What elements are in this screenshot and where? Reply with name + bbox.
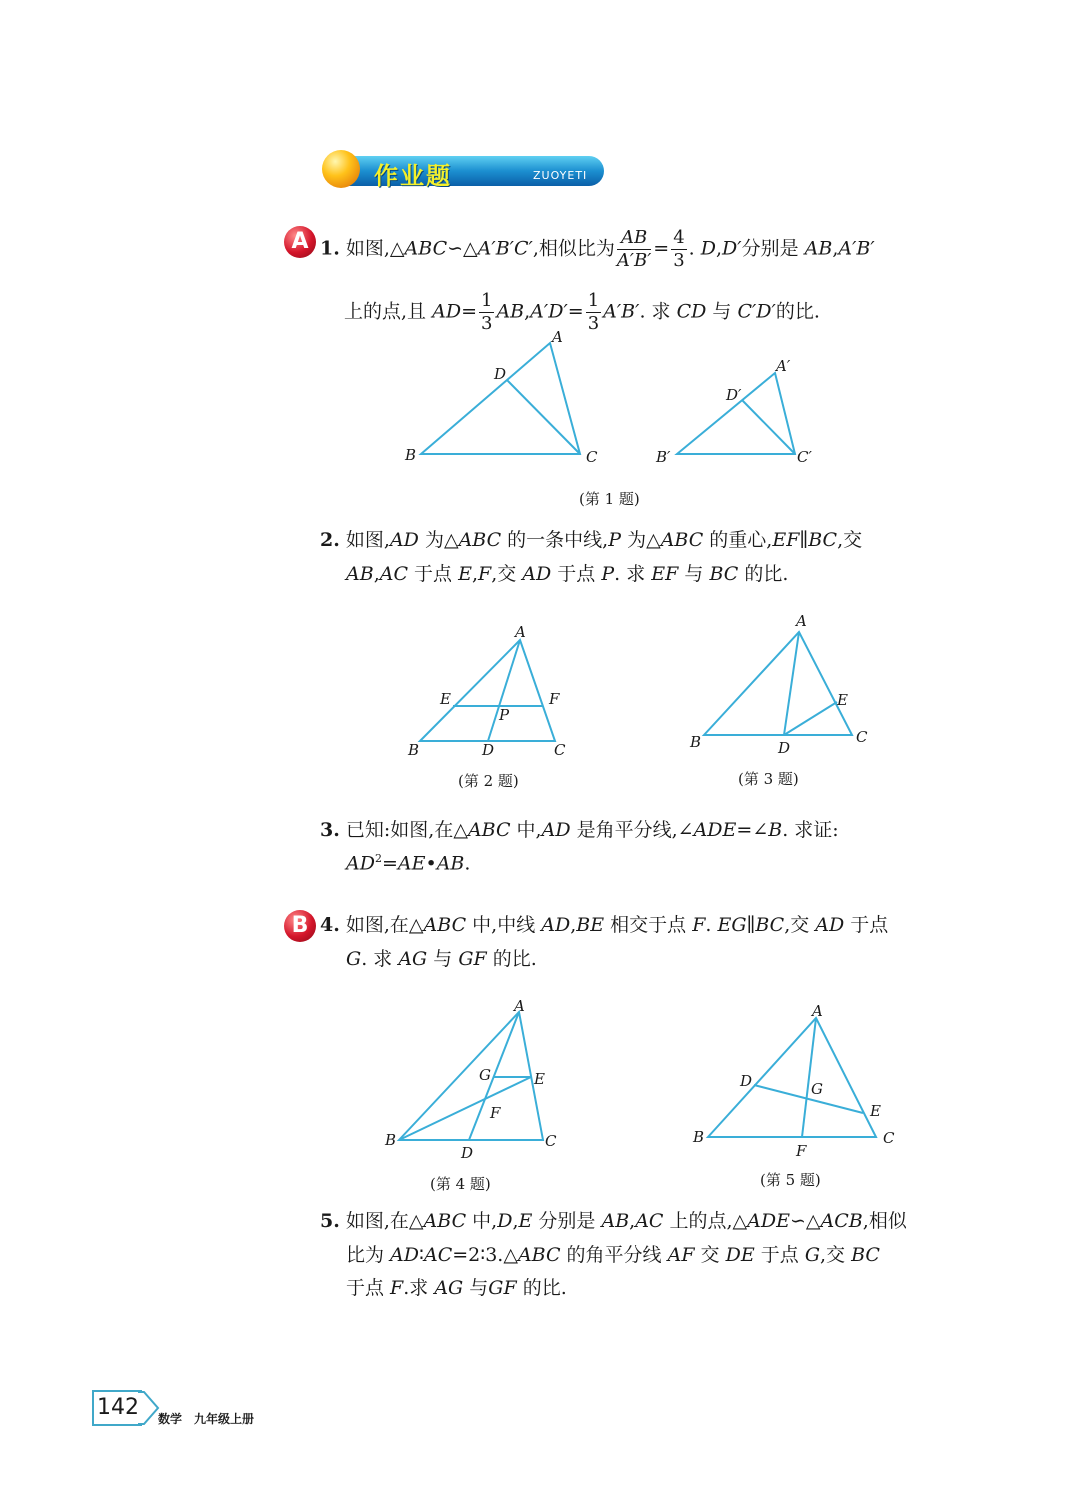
bisector-af [802, 1018, 816, 1137]
label-c-4: C [545, 1132, 557, 1150]
problem-5-number: 5. [320, 1210, 340, 1232]
triangle-abc-3 [704, 632, 852, 735]
figure-4 [380, 995, 570, 1165]
label-b-3: B [690, 733, 702, 751]
label-d-4: D [461, 1144, 474, 1162]
label-b: B [405, 446, 417, 464]
book-title: 数学 九年级上册 [158, 1412, 255, 1426]
label-d1: D′ [726, 386, 742, 404]
problem-5-line-3: 于点 F.求 AG 与GF 的比. [346, 1277, 567, 1299]
triangle-abc-5 [708, 1018, 876, 1137]
fraction-1-over-3-b: $\frac{1}{3}$ [587, 290, 600, 334]
problem-3-line-1: 3. 已知:如图,在△ABC 中,AD 是角平分线,∠ADE=∠B. 求证: [320, 819, 839, 841]
level-a-badge: A [284, 226, 316, 258]
label-b1: B′ [656, 448, 671, 466]
label-a1: A′ [776, 357, 791, 375]
problem-4-line-1: 4. 如图,在△ABC 中,中线 AD,BE 相交于点 F. EG∥BC,交 AD 于点 [320, 914, 889, 936]
problem-5-line-2: 比为 AD∶AC=2∶3.△ABC 的角平分线 AF 交 DE 于点 G,交 BC [346, 1244, 880, 1266]
caption-5: (第 5 题) [760, 1171, 821, 1189]
fraction-1-over-3: $\frac{1}{3}$ [480, 290, 493, 334]
label-g-4: G [479, 1066, 491, 1084]
label-c-3: C [856, 728, 868, 746]
caption-4: (第 4 题) [430, 1175, 491, 1193]
label-c1: C′ [797, 448, 812, 466]
label-d: D [494, 365, 507, 383]
triangle-abc [421, 343, 580, 454]
figure-2 [400, 620, 580, 760]
caption-3: (第 3 题) [738, 770, 799, 788]
label-a: A [552, 328, 563, 346]
problem-3-line-2: $AD^2=AE•AB$. [346, 852, 471, 875]
label-c-5: C [883, 1129, 895, 1147]
bisector-ad [784, 632, 799, 735]
figure-5 [690, 1000, 900, 1165]
problem-3-number: 3. [320, 819, 340, 841]
fraction-4-over-3: $\frac{4}{3}$ [673, 227, 685, 271]
caption-1: (第 1 题) [579, 490, 640, 508]
label-g-5: G [811, 1080, 823, 1098]
problem-1-line-2: 上的点,且 AD= $\frac{1}{3}$ AB,A′D′= $\frac{1}{3}$ A′B′. 求 CD 与 C′D′的比. [344, 290, 820, 334]
label-b-5: B [693, 1128, 705, 1146]
problem-2-line-1: 2. 如图,AD 为△ABC 的一条中线,P 为△ABC 的重心,EF∥BC,交 [320, 529, 863, 551]
problem-1-number: 1. [320, 237, 340, 260]
label-p-2: P [499, 706, 510, 724]
label-a-4: A [514, 997, 525, 1015]
banner-title: 作业题 [374, 162, 452, 190]
label-e-4: E [534, 1070, 545, 1088]
median-be [399, 1077, 531, 1140]
label-f-5: F [796, 1142, 807, 1160]
label-a-2: A [515, 623, 526, 641]
figure-3 [686, 610, 876, 760]
banner-subtitle: ZUOYETI [533, 169, 588, 182]
problem-1-line-1: 1. 如图,△ABC∽△A′B′C′,相似比为 $\frac{AB}{A'B'}$ = $\frac{4}{3}$ . D,D′分别是 AB,A′B′ [320, 227, 875, 271]
label-e-3: E [837, 691, 848, 709]
problem-5-line-1: 5. 如图,在△ABC 中,D,E 分别是 AB,AC 上的点,△ADE∽△ACB,相似 [320, 1210, 907, 1232]
page-tab-icon [138, 1390, 160, 1426]
caption-2: (第 2 题) [458, 772, 519, 790]
label-d-2: D [482, 741, 495, 759]
label-d-3: D [778, 739, 791, 757]
figure-1 [390, 326, 830, 476]
label-a-5: A [812, 1002, 823, 1020]
problem-2-number: 2. [320, 529, 340, 551]
page-number: 142 [92, 1390, 142, 1426]
label-d-5: D [740, 1072, 753, 1090]
segment-de [784, 702, 837, 735]
label-b-4: B [385, 1131, 397, 1149]
banner-ball-icon [322, 150, 360, 188]
label-c-2: C [554, 741, 566, 759]
section-banner [322, 148, 605, 192]
label-f-2: F [549, 690, 560, 708]
problem-2-line-2: AB,AC 于点 E,F,交 AD 于点 P. 求 EF 与 BC 的比. [346, 563, 789, 585]
problem-4-number: 4. [320, 914, 340, 936]
label-c: C [586, 448, 598, 466]
label-a-3: A [796, 612, 807, 630]
segment-c1d1 [742, 400, 795, 454]
label-f-4: F [490, 1104, 501, 1122]
label-e-2: E [440, 690, 451, 708]
level-b-badge: B [284, 910, 316, 942]
fraction-ab-over-a1b1: $\frac{AB}{A'B'}$ [616, 227, 652, 271]
problem-4-line-2: G. 求 AG 与 GF 的比. [346, 948, 537, 970]
label-e-5: E [870, 1102, 881, 1120]
label-b-2: B [408, 741, 420, 759]
